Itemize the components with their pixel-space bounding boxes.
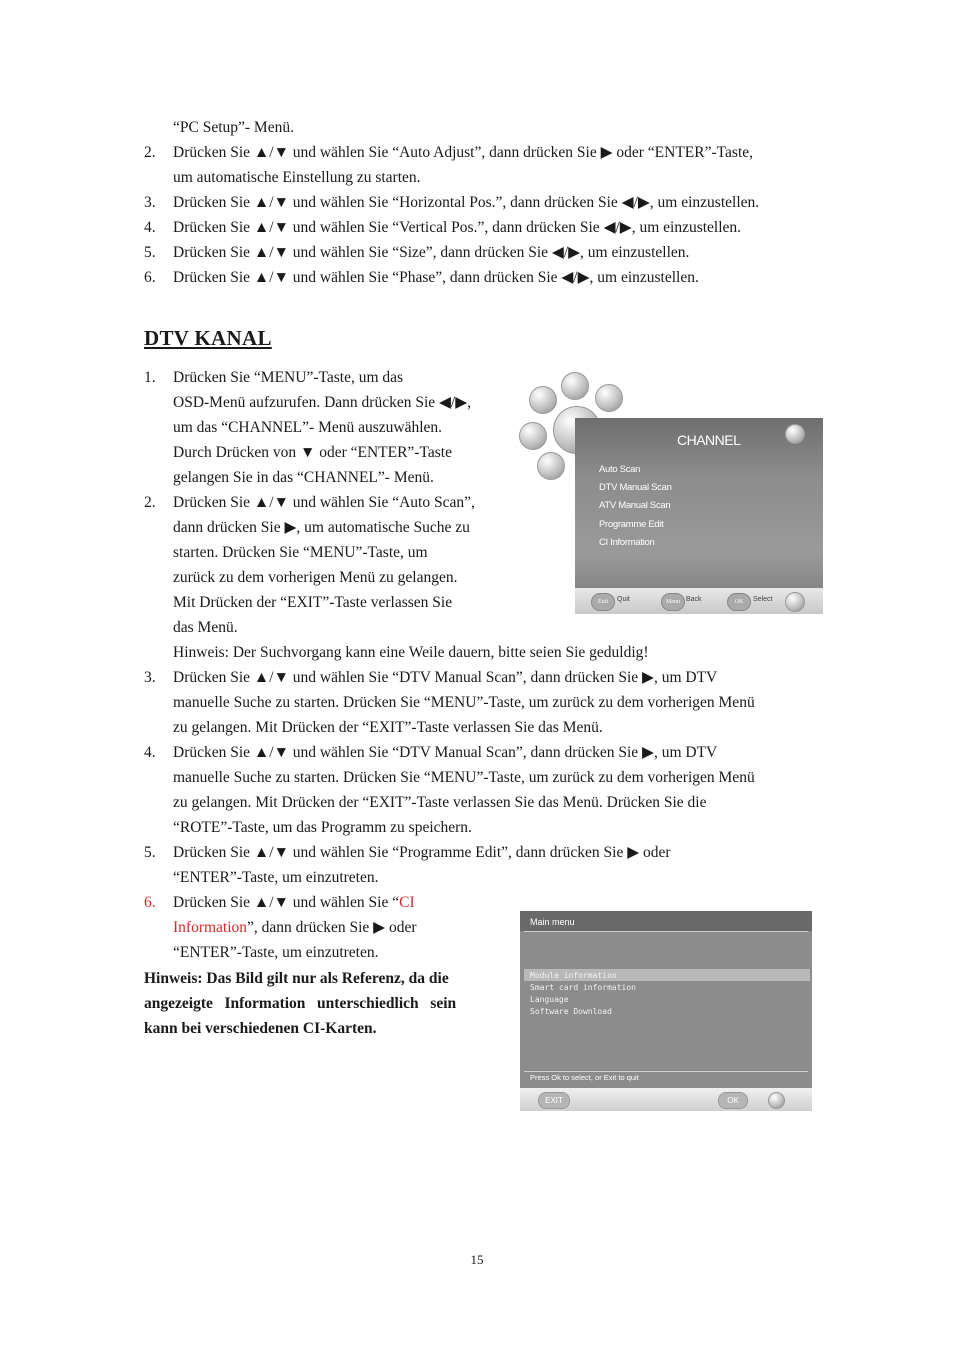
text-line: Mit Drücken der “EXIT”-Taste verlassen Sie (173, 594, 453, 611)
text-line: Drücken Sie ▲/▼ und wählen Sie “Size”, dann drücken Sie ◀/▶, um einzustellen. (173, 244, 690, 261)
menu-title: CHANNEL (677, 432, 741, 448)
ok-button[interactable]: OK (718, 1092, 748, 1109)
text-line: gelangen Sie in das “CHANNEL”- Menü. (173, 469, 434, 486)
list-number: 1. (144, 369, 156, 386)
text-line: Drücken Sie ▲/▼ und wählen Sie “Auto Scan”, (173, 494, 475, 511)
text-line: manuelle Suche zu starten. Drücken Sie “MENU”-Taste, um zurück zu dem vorherigen Menü (173, 694, 755, 711)
text-segment: ”, dann drücken Sie ▶ oder (247, 919, 417, 936)
text-line: Drücken Sie “MENU”-Taste, um das (173, 369, 404, 386)
time-icon (537, 452, 565, 480)
list-number: 3. (144, 194, 156, 211)
exit-button[interactable]: Exit (591, 593, 615, 611)
text-line (173, 915, 417, 940)
text-line: Drücken Sie ▲/▼ und wählen Sie “Vertical Pos.”, dann drücken Sie ◀/▶, um einzustellen. (173, 219, 742, 236)
exit-button[interactable]: EXIT (538, 1092, 570, 1109)
list-number: 4. (144, 744, 156, 761)
text-segment: Drücken Sie ▲/▼ und wählen Sie “ (173, 894, 400, 911)
menu-item-software-download[interactable]: Software Download (530, 1007, 612, 1016)
text-line: zu gelangen. Mit Drücken der “EXIT”-Taste verlassen Sie das Menü. Drücken Sie die (173, 794, 707, 811)
list-number: 6. (144, 894, 156, 911)
text-line: “ENTER”-Taste, um einzutreten. (173, 944, 379, 961)
note-line: kann bei verschiedenen CI-Karten. (144, 1020, 377, 1037)
text-line: zurück zu dem vorherigen Menü zu gelangen. (173, 569, 458, 586)
text-line: Durch Drücken von ▼ oder “ENTER”-Taste (173, 444, 452, 461)
text-line: Drücken Sie ▲/▼ und wählen Sie “DTV Manual Scan”, dann drücken Sie ▶, um DTV (173, 669, 718, 686)
text-line: Drücken Sie ▲/▼ und wählen Sie “Auto Adjust”, dann drücken Sie ▶ oder “ENTER”-Taste, (173, 144, 754, 161)
section-heading: DTV KANAL (144, 326, 272, 350)
menu-item-module-information[interactable]: Module information (530, 971, 617, 980)
menu-item-atv-manual-scan[interactable]: ATV Manual Scan (599, 500, 671, 511)
text-line (173, 890, 415, 915)
button-hint-bar (575, 588, 823, 614)
list-number: 2. (144, 494, 156, 511)
channel-panel (575, 418, 823, 612)
list-number: 2. (144, 144, 156, 161)
divider (524, 1071, 808, 1072)
dpad-icon (785, 592, 805, 612)
deco-icon (785, 424, 805, 444)
text-line: manuelle Suche zu starten. Drücken Sie “MENU”-Taste, um zurück zu dem vorherigen Menü (173, 769, 755, 786)
menu-item-language[interactable]: Language (530, 995, 569, 1004)
text-line: um automatische Einstellung zu starten. (173, 169, 421, 186)
text-line: Hinweis: Der Suchvorgang kann eine Weile dauern, bitte seien Sie geduldig! (173, 644, 649, 661)
sound-icon (519, 422, 547, 450)
list-number: 5. (144, 844, 156, 861)
text-line: Drücken Sie ▲/▼ und wählen Sie “DTV Manual Scan”, dann drücken Sie ▶, um DTV (173, 744, 718, 761)
text-line: zu gelangen. Mit Drücken der “EXIT”-Taste verlassen Sie das Menü. (173, 719, 603, 736)
updown-icon (768, 1092, 785, 1109)
channel-menu-screenshot (515, 368, 825, 616)
menu-item-smart-card-information[interactable]: Smart card information (530, 983, 636, 992)
back-label: Back (686, 596, 702, 603)
note-line: angezeigte Information unterschiedlich sein (144, 995, 457, 1012)
select-label: Select (753, 596, 773, 603)
highlight-text: CI (399, 894, 415, 911)
menu-title: Main menu (520, 911, 812, 931)
menu-button[interactable]: Menu (661, 593, 685, 611)
ok-button[interactable]: OK (727, 593, 751, 611)
list-number: 5. (144, 244, 156, 261)
menu-item-auto-scan[interactable]: Auto Scan (599, 464, 641, 475)
picture-icon (529, 386, 557, 414)
text-line: starten. Drücken Sie “MENU”-Taste, um (173, 544, 428, 561)
text-line: das Menü. (173, 619, 238, 636)
lock-icon (595, 384, 623, 412)
divider (524, 931, 808, 932)
button-hint-bar (520, 1088, 812, 1111)
menu-item-programme-edit[interactable]: Programme Edit (599, 519, 664, 530)
list-number: 4. (144, 219, 156, 236)
text-line: Drücken Sie ▲/▼ und wählen Sie “Horizontal Pos.”, dann drücken Sie ◀/▶, um einzustellen. (173, 194, 760, 211)
note-line: Hinweis: Das Bild gilt nur als Referenz, da die (144, 970, 449, 987)
highlight-text: Information (173, 919, 248, 936)
menu-item-ci-information[interactable]: CI Information (599, 537, 655, 548)
setup-icon (561, 372, 589, 400)
status-text: Press Ok to select, or Exit to quit (530, 1073, 639, 1082)
quit-label: Quit (617, 596, 630, 603)
menu-item-dtv-manual-scan[interactable]: DTV Manual Scan (599, 482, 672, 493)
text-line: “PC Setup”- Menü. (173, 119, 294, 136)
main-menu-screenshot (520, 911, 812, 1111)
text-line: um das “CHANNEL”- Menü auszuwählen. (173, 419, 443, 436)
text-line: OSD-Menü aufzurufen. Dann drücken Sie ◀/▶, (173, 394, 472, 411)
list-number: 3. (144, 669, 156, 686)
text-line: Drücken Sie ▲/▼ und wählen Sie “Programme Edit”, dann drücken Sie ▶ oder (173, 844, 671, 861)
text-line: Drücken Sie ▲/▼ und wählen Sie “Phase”, dann drücken Sie ◀/▶, um einzustellen. (173, 269, 699, 286)
text-line: “ROTE”-Taste, um das Programm zu speichern. (173, 819, 472, 836)
text-line: “ENTER”-Taste, um einzutreten. (173, 869, 379, 886)
text-line: dann drücken Sie ▶, um automatische Suche zu (173, 519, 470, 536)
list-number: 6. (144, 269, 156, 286)
page-number: 15 (470, 1252, 484, 1267)
